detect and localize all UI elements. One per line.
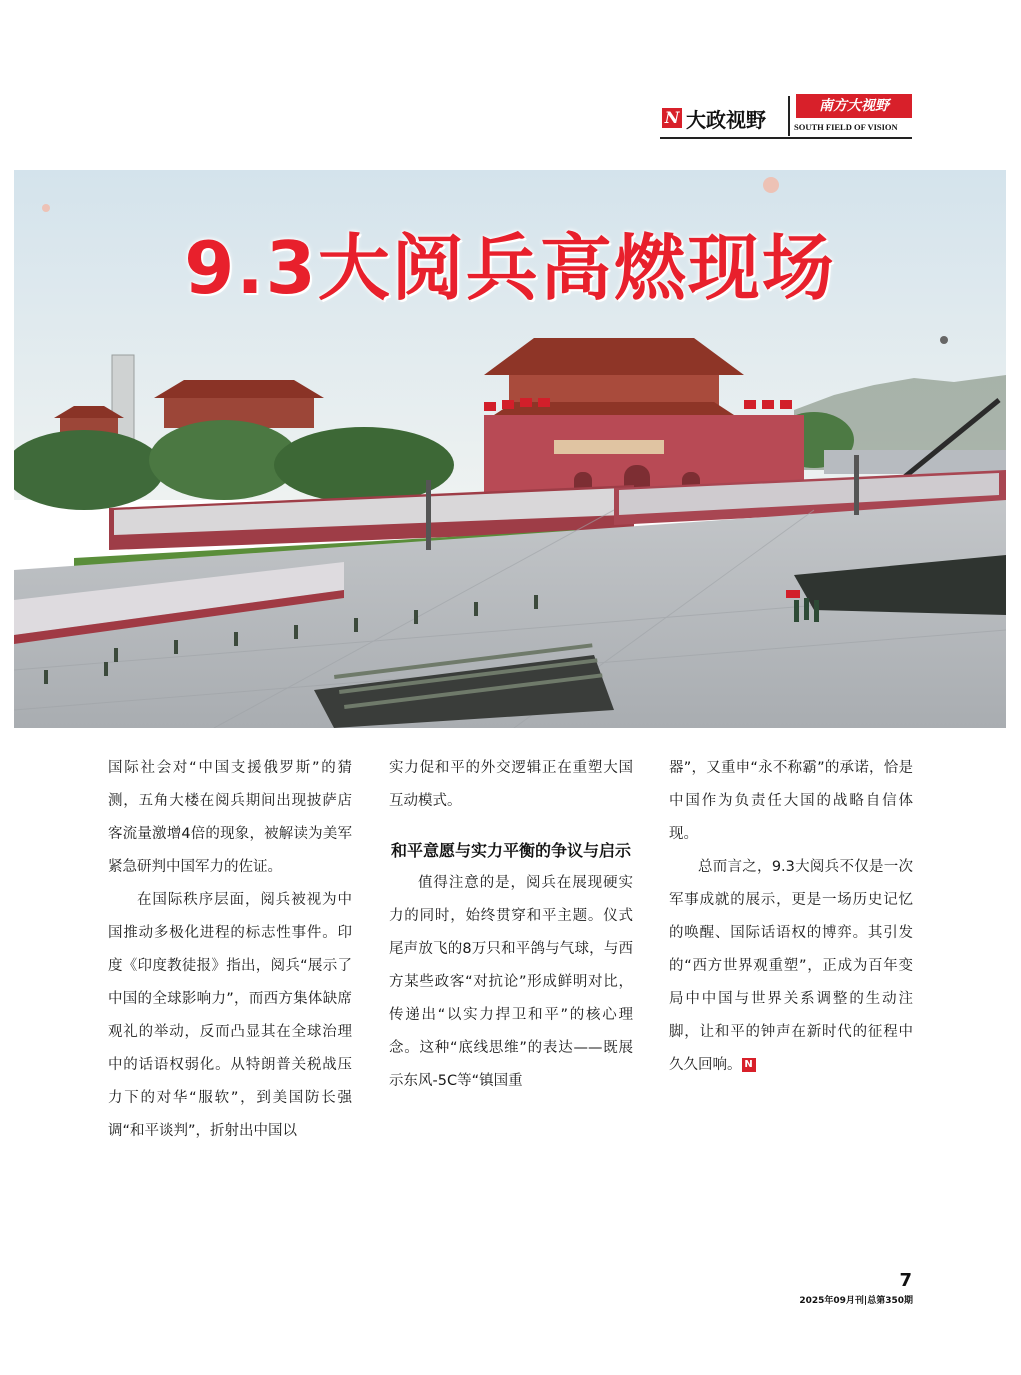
paragraph: 国际社会对“中国支援俄罗斯”的猜测，五角大楼在阅兵期间出现披萨店客流量激增4倍的现象，被解读为美军紧急研判中国军力的佐证。: [108, 760, 352, 875]
section-heading: 和平意愿与实力平衡的争议与启示: [390, 841, 631, 860]
header-divider: [788, 96, 790, 136]
text-column-1: [108, 752, 352, 1148]
paragraph: 值得注意的是，阅兵在展现硬实力的同时，始终贯穿和平主题。仪式尾声放飞的8万只和平鸽与气球，与西方某些政客“对抗论”形成鲜明对比，传递出“以实力捍卫和平”的核心理念。这种“底线思维”的表达——既展示东风-5C等“镇国重: [389, 875, 633, 1089]
page-number: 7: [899, 1270, 912, 1291]
paragraph-text: 总而言之，9.3大阅兵不仅是一次军事成就的展示，更是一场历史记忆的唤醒、国际话语权的博弈。其引发的“西方世界观重塑”，正成为百年变局中中国与世界关系调整的生动注脚，让和平的钟声在新时代的征程中久久回响。: [669, 859, 913, 1073]
header-rule: [660, 137, 912, 139]
paragraph: 器”，又重申“永不称霸”的承诺，恰是中国作为负责任大国的战略自信体现。: [669, 760, 913, 842]
paragraph: 实力促和平的外交逻辑正在重塑大国互动模式。: [389, 760, 633, 809]
paragraph: 在国际秩序层面，阅兵被视为中国推动多极化进程的标志性事件。印度《印度教徒报》指出，阅兵“展示了中国的全球影响力”，而西方集体缺席观礼的举动，反而凸显其在全球治理中的话语权弱化。从特朗普关税战压力下的对华“服软”，到美国防长强调“和平谈判”，折射出中国以: [108, 892, 352, 1139]
column-name: 大政视野: [686, 108, 766, 132]
end-mark-icon: N: [742, 1058, 756, 1072]
issue-info: 2025年09月刊|总第350期: [799, 1296, 913, 1306]
left-hall-roof: [154, 380, 324, 398]
brand-logo: 南方大视野: [796, 94, 912, 118]
column-logo-icon: N: [662, 108, 682, 128]
hero-photo: [14, 170, 1006, 728]
paragraph: [669, 851, 913, 1082]
text-column-2: [389, 752, 633, 1098]
brand-english-name: SOUTH FIELD OF VISION: [794, 122, 898, 132]
text-column-3: [669, 752, 913, 1082]
hero-title: 9.3大阅兵高燃现场: [184, 226, 836, 310]
section-header: [660, 92, 912, 140]
